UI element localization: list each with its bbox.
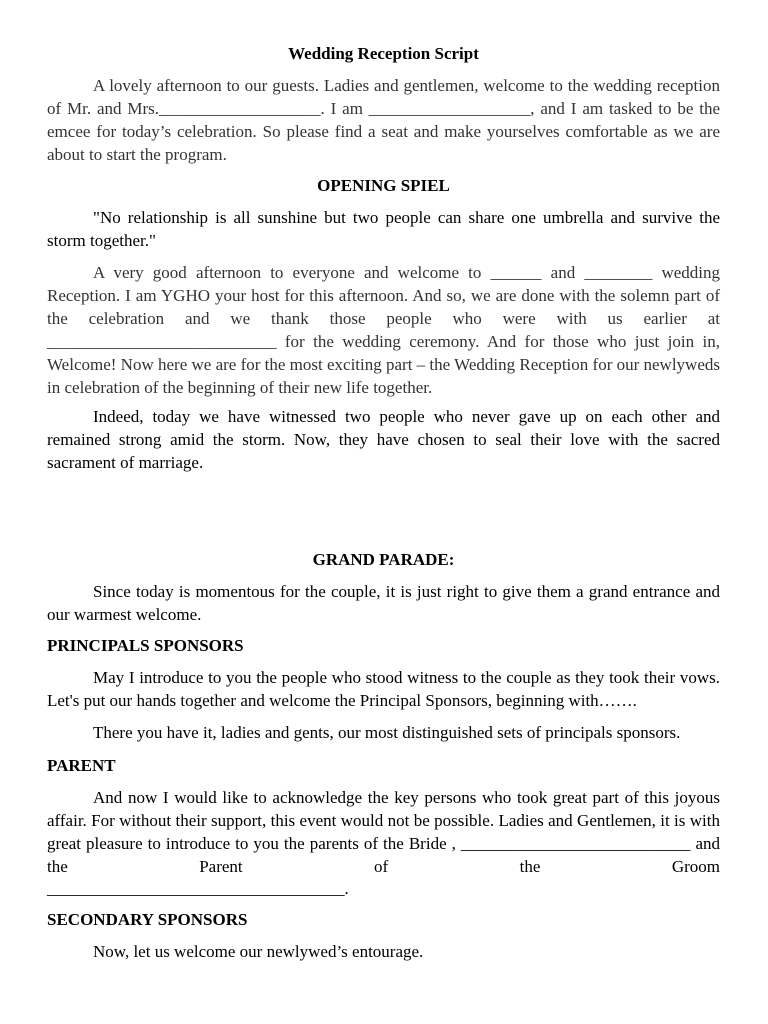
opening-paragraph-1: A very good afternoon to everyone and welcome to ______ and ________ wedding Reception. I am YGHO your host for this afternoon. And so, we are done with the solemn part of the celebration and we thank those people who were with us earlier at ___________________________ for the wedding ceremony. And for those who just join in, Welcome! Now here we are for the most exciting part – the Wedding Reception for our newlyweds in celebration of the beginning of their new life together.	[47, 263, 720, 397]
parent-heading: PARENT	[47, 756, 116, 775]
opening-paragraph-2: Indeed, today we have witnessed two people who never gave up on each other and remained strong amid the storm. Now, they have chosen to seal their love with the sacred sacrament of marriage.	[47, 407, 720, 472]
principal-sponsors-paragraph-2: There you have it, ladies and gents, our most distinguished sets of principals sponsors.	[93, 723, 681, 742]
intro-paragraph: A lovely afternoon to our guests. Ladies and gentlemen, welcome to the wedding reception of Mr. and Mrs.___________________. I am ___________________, and I am tasked to be the emcee for today’s celebration. So please find a seat and make yourselves comfortable as we are about to start the program.	[47, 76, 720, 164]
parent-paragraph-end: ___________________________________.	[47, 879, 349, 898]
opening-spiel-heading: OPENING SPIEL	[317, 176, 450, 195]
secondary-sponsors-heading: SECONDARY SPONSORS	[47, 910, 248, 929]
grand-parade-paragraph: Since today is momentous for the couple, it is just right to give them a grand entrance and our warmest welcome.	[47, 582, 720, 624]
principal-sponsors-heading: PRINCIPALS SPONSORS	[47, 636, 244, 655]
grand-parade-heading: GRAND PARADE:	[312, 550, 455, 569]
document-title: Wedding Reception Script	[288, 44, 479, 63]
opening-quote: "No relationship is all sunshine but two people can share one umbrella and survive the storm together."	[47, 208, 720, 250]
parent-paragraph: And now I would like to acknowledge the key persons who took great part of this joyous affair. For without their support, this event would not be possible. Ladies and Gentlemen, it is with great pleasure to introduce to you the parents of the Bride , ___________________________ and the Parent of the Groom	[47, 788, 720, 876]
secondary-sponsors-paragraph: Now, let us welcome our newlywed’s entourage.	[93, 942, 424, 961]
principal-sponsors-paragraph-1: May I introduce to you the people who stood witness to the couple as they took their vows. Let's put our hands together and welcome the Principal Sponsors, beginning with…….	[47, 668, 720, 710]
